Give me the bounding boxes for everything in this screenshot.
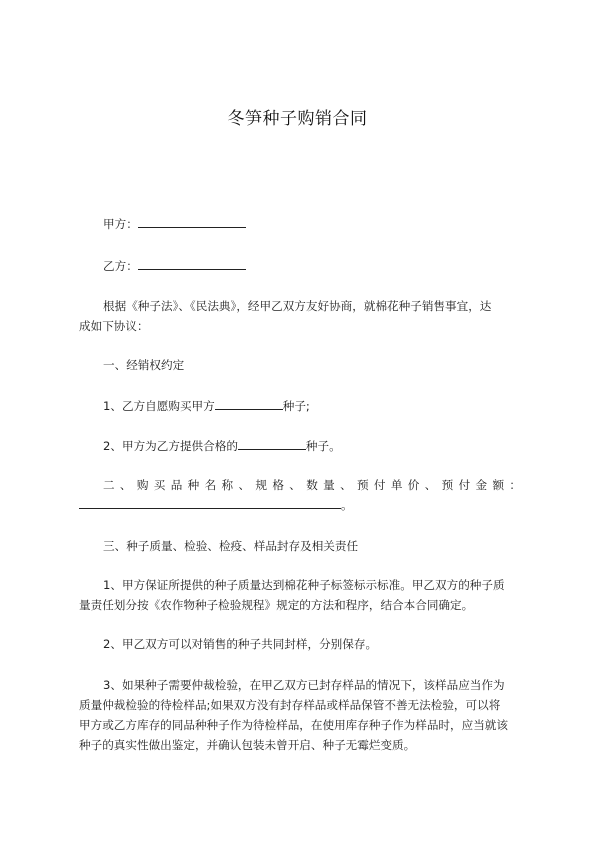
section-2-blank-line: [79, 497, 353, 513]
section-1-item-2: [103, 438, 341, 454]
s1-item1-blank: [215, 399, 283, 410]
party-b-line: [103, 258, 246, 274]
section-2-end: 。: [341, 498, 353, 512]
s1-item1-suffix: 种子;: [282, 399, 310, 413]
s3-paragraph-2-line-1: 2、甲乙双方可以对销售的种子共同封样，分别保存。: [103, 637, 378, 651]
party-b-label: 乙方：: [103, 259, 138, 273]
s1-item2-prefix: 2、甲方为乙方提供合格的: [103, 439, 238, 453]
s1-item2-suffix: 种子。: [305, 439, 341, 453]
section-2-blank: [79, 498, 341, 509]
s3-paragraph-1-line-2: 量责任划分按《农作物种子检验规程》规定的方法和程序，结合本合同确定。: [79, 598, 474, 612]
document-title: 冬笋种子购销合同: [227, 109, 368, 129]
intro-line-1: 根据《种子法》、《民法典》，经甲乙双方友好协商，就棉花种子销售事宜，达: [103, 299, 492, 313]
party-a-label: 甲方：: [103, 217, 138, 231]
s1-item1-prefix: 1、乙方自愿购买甲方: [103, 399, 215, 413]
section-1-item-1: [103, 398, 310, 414]
intro-line-2: 成如下协议：: [79, 319, 149, 333]
party-b-blank: [138, 259, 246, 270]
section-1-heading: 一、经销权约定: [103, 358, 185, 372]
s3-paragraph-3-line-2: 质量仲裁检验的待检样品;如果双方没有封存样品或样品保管不善无法检验，可以将: [79, 698, 501, 712]
s3-paragraph-3-line-3: 甲方或乙方库存的同品种种子作为待检样品，在使用库存种子作为样品时，应当就该: [79, 718, 508, 732]
party-a-line: [103, 216, 246, 232]
s3-paragraph-1-line-1: 1、甲方保证所提供的种子质量达到棉花种子标签标示标准。甲乙双方的种子质: [103, 578, 505, 592]
s3-paragraph-3-line-4: 种子的真实性做出鉴定，并确认包装未曾开启、种子无霉烂变质。: [79, 738, 416, 752]
s1-item2-blank: [238, 439, 306, 450]
party-a-blank: [138, 217, 246, 228]
s3-paragraph-3-line-1: 3、如果种子需要仲裁检验，在甲乙双方已封存样品的情况下，该样品应当作为: [103, 678, 505, 692]
section-2-heading: 二 、 购 买 品 种 名 称 、 规 格 、 数 量 、 预 付 单 价 、 预 付 金 额 ：: [103, 478, 521, 492]
section-3-heading: 三、种子质量、检验、检疫、样品封存及相关责任: [103, 539, 359, 553]
